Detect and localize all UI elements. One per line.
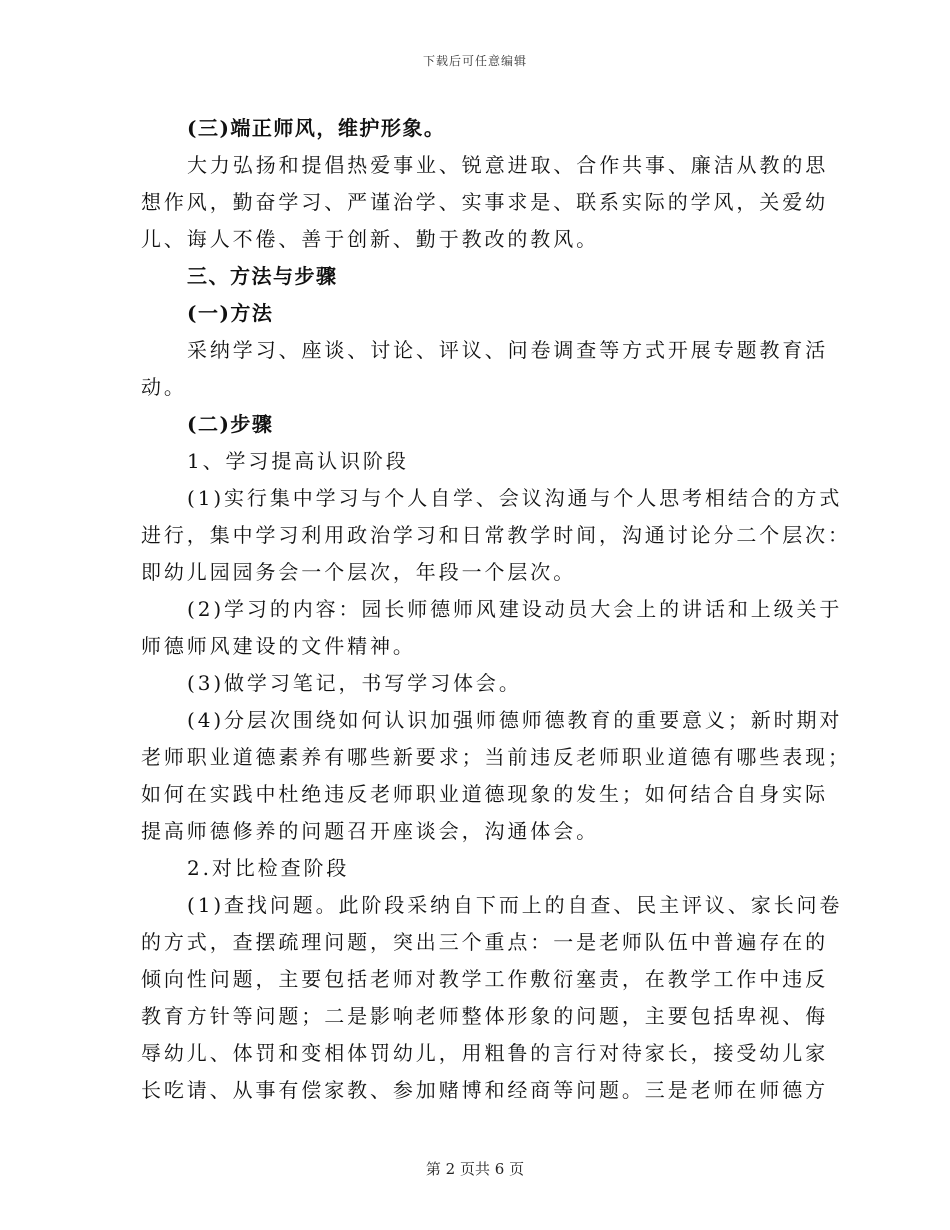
paragraph-line: 老师职业道德素养有哪些新要求；当前违反老师职业道德有哪些表现； bbox=[141, 745, 851, 769]
paragraph-line: 辱幼儿、体罚和变相体罚幼儿，用粗鲁的言行对待家长，接受幼儿家 bbox=[141, 1041, 828, 1065]
paragraph-line: (2)学习的内容：园长师德师风建设动员大会上的讲话和上级关于 bbox=[187, 597, 843, 621]
section-heading: 三、方法与步骤 bbox=[187, 264, 338, 288]
paragraph-line: 教育方针等问题；二是影响老师整体形象的问题，主要包括卑视、侮 bbox=[141, 1004, 828, 1028]
section-heading: (二)步骤 bbox=[187, 412, 274, 436]
paragraph-line: 提高师德修养的问题召开座谈会，沟通体会。 bbox=[141, 819, 599, 843]
paragraph-line: 采纳学习、座谈、讨论、评议、问卷调查等方式开展专题教育活 bbox=[187, 338, 829, 362]
paragraph-line: 的方式，查摆疏理问题，突出三个重点：一是老师队伍中普遍存在的 bbox=[141, 930, 828, 954]
paragraph-line: 想作风，勤奋学习、严谨治学、实事求是、联系实际的学风，关爱幼 bbox=[141, 190, 828, 214]
paragraph-line: 倾向性问题，主要包括老师对教学工作敷衍塞责，在教学工作中违反 bbox=[141, 967, 828, 991]
paragraph-line: 长吃请、从事有偿家教、参加赌博和经商等问题。三是老师在师德方 bbox=[141, 1078, 828, 1102]
paragraph-line: 即幼儿园园务会一个层次，年段一个层次。 bbox=[141, 560, 577, 584]
paragraph-line: (1)实行集中学习与个人自学、会议沟通与个人思考相结合的方式 bbox=[187, 486, 843, 510]
paragraph-line: 2.对比检查阶段 bbox=[187, 856, 350, 880]
paragraph-line: 大力弘扬和提倡热爱事业、锐意进取、合作共事、廉洁从教的思 bbox=[187, 153, 829, 177]
paragraph-line: 师德师风建设的文件精神。 bbox=[141, 634, 416, 658]
section-heading: (三)端正师风，维护形象。 bbox=[187, 116, 446, 140]
page-header: 下载后可任意编辑 bbox=[422, 54, 527, 68]
paragraph-line: (3)做学习笔记，书写学习体会。 bbox=[187, 671, 522, 695]
paragraph-line: (1)查找问题。此阶段采纳自下而上的自查、民主评议、家长问卷 bbox=[187, 893, 843, 917]
paragraph-line: 动。 bbox=[141, 375, 187, 399]
paragraph-line: 进行，集中学习利用政治学习和日常教学时间，沟通讨论分二个层次： bbox=[141, 523, 851, 547]
paragraph-line: 儿、诲人不倦、善于创新、勤于教改的教风。 bbox=[141, 227, 599, 251]
paragraph-line: 1、学习提高认识阶段 bbox=[187, 449, 409, 473]
page-footer: 第 2 页共 6 页 bbox=[425, 1160, 525, 1178]
paragraph-line: 如何在实践中杜绝违反老师职业道德现象的发生；如何结合自身实际 bbox=[141, 782, 828, 806]
paragraph-line: (4)分层次围绕如何认识加强师德师德教育的重要意义；新时期对 bbox=[187, 708, 843, 732]
document-body bbox=[141, 110, 851, 1109]
section-heading: (一)方法 bbox=[187, 301, 274, 325]
